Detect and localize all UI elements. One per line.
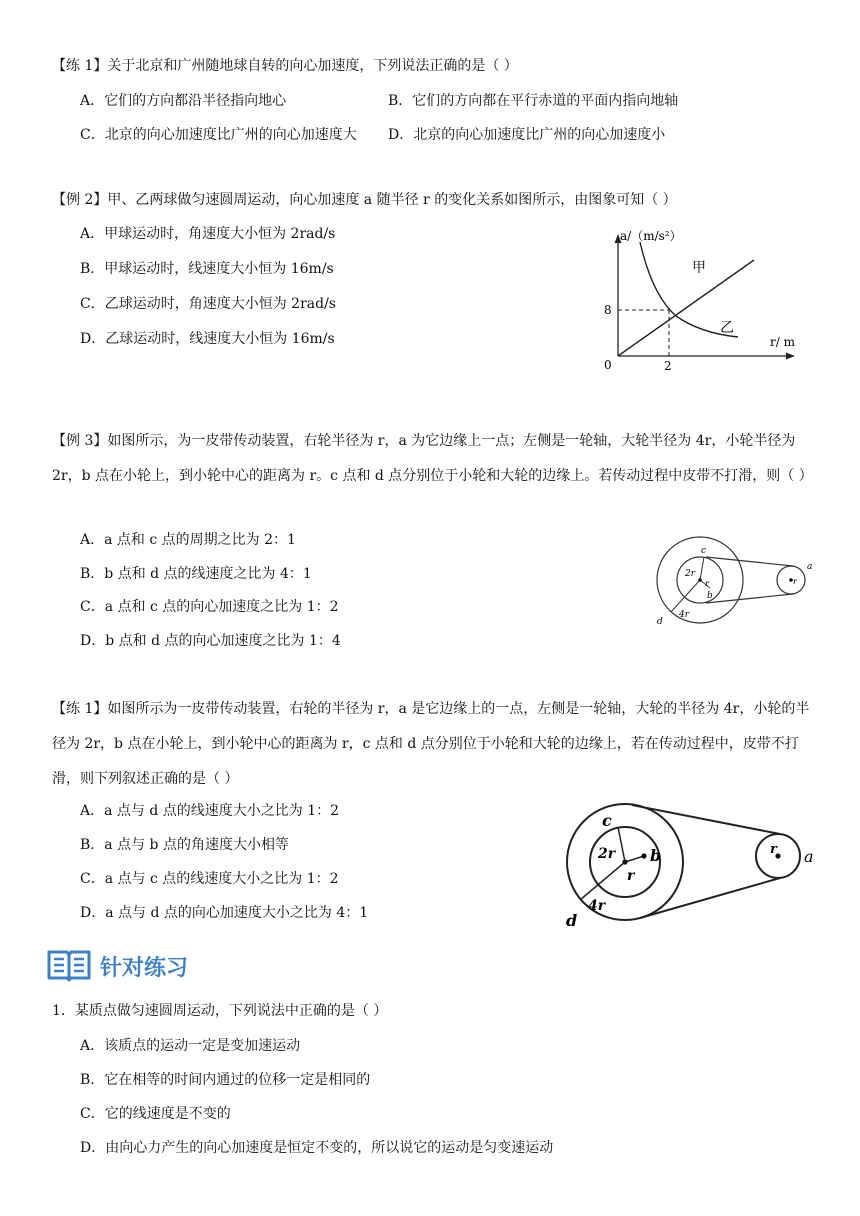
- example2-option-a: A．甲球运动时，角速度大小恒为 2rad/s: [80, 226, 336, 242]
- radius-2r: [618, 827, 625, 862]
- center-dot: [622, 859, 627, 864]
- example2-option-d: D．乙球运动时，线速度大小恒为 16m/s: [80, 331, 335, 347]
- example3-stem: 【例 3】如图所示，为一皮带传动装置，右轮半径为 r，a 为它边缘上一点；左侧是一轮轴，大轮半径为 4r，小轮半径为 2r，b 点在小轮上，到小轮中心的距离为 r。c 点和 d 点分别位于小轮和大轮的边缘上。若传动过程中皮带不打滑，则（ ）: [52, 433, 813, 484]
- y-axis-label: a/（m/s²）: [620, 229, 682, 243]
- example3-option-a: A．a 点和 c 点的周期之比为 2：1: [80, 532, 296, 548]
- radius-4r: [671, 580, 700, 612]
- x-axis-label: r/ m: [770, 335, 795, 349]
- label-d: d: [657, 617, 663, 627]
- example2-option-c: C．乙球运动时，角速度大小恒为 2rad/s: [80, 296, 336, 312]
- point-b-dot: [641, 853, 646, 858]
- example3-option-b: B．b 点和 d 点的线速度之比为 4：1: [80, 566, 312, 582]
- practice1-option-a: A．它们的方向都沿半径指向地心: [80, 93, 287, 109]
- example2-stem: 【例 2】甲、乙两球做匀速圆周运动，向心加速度 a 随半径 r 的变化关系如图所示，由图象可知（ ）: [52, 192, 677, 208]
- y-tick-label: 8: [604, 303, 612, 317]
- label-r-small: r: [627, 868, 635, 884]
- label-2r: 2r: [685, 569, 696, 579]
- acceleration-radius-graph: [598, 222, 808, 374]
- belt-pulley-figure-small: [650, 536, 820, 632]
- question1-stem: 1．某质点做匀速圆周运动，下列说法中正确的是（ ）: [52, 1003, 388, 1019]
- x-axis-arrow: [786, 353, 795, 360]
- belt-bottom: [640, 878, 780, 918]
- practice1b-option-c: C．a 点与 c 点的线速度大小之比为 1：2: [80, 871, 339, 887]
- question1-option-a: A．该质点的运动一定是变加速运动: [80, 1038, 301, 1054]
- example3-option-d: D．b 点和 d 点的向心加速度之比为 1：4: [80, 633, 341, 649]
- label-b: b: [707, 591, 713, 601]
- center-dot: [698, 578, 702, 582]
- example3-option-c: C．a 点和 c 点的向心加速度之比为 1：2: [80, 599, 339, 615]
- label-r-right: r: [793, 577, 797, 586]
- radius-4r: [580, 862, 625, 900]
- label-4r: 4r: [679, 610, 690, 620]
- label-r-right: r: [770, 842, 777, 857]
- book-icon: [46, 947, 92, 983]
- label-r-small: r: [705, 579, 709, 588]
- radius-r: [625, 856, 644, 862]
- origin-label: 0: [604, 358, 612, 372]
- question1-option-d: D．由向心力产生的向心加速度是恒定不变的，所以说它的运动是匀变速运动: [80, 1140, 554, 1156]
- belt-top: [706, 557, 793, 566]
- section-title: 针对练习: [100, 956, 189, 981]
- practice1b-option-b: B．a 点与 b 点的角速度大小相等: [80, 837, 289, 853]
- belt-top: [632, 805, 780, 834]
- line-jia: [618, 260, 754, 356]
- practice1-option-b: B．它们的方向都在平行赤道的平面内指向地轴: [388, 93, 679, 109]
- label-a: a: [804, 847, 814, 866]
- practice1-option-d: D．北京的向心加速度比广州的向心加速度小: [388, 127, 666, 143]
- belt-pulley-figure-large: [560, 800, 820, 930]
- label-b: b: [650, 846, 662, 865]
- question1-option-c: C．它的线速度是不变的: [80, 1106, 231, 1122]
- label-2r: 2r: [598, 846, 616, 862]
- label-c: c: [701, 546, 707, 556]
- label-jia: 甲: [692, 260, 706, 276]
- practice1b-option-a: A．a 点与 d 点的线速度大小之比为 1：2: [80, 803, 340, 819]
- label-yi: 乙: [720, 320, 734, 336]
- example2-option-b: B．甲球运动时，线速度大小恒为 16m/s: [80, 261, 334, 277]
- label-a: a: [807, 562, 813, 572]
- label-4r: 4r: [588, 898, 606, 914]
- x-tick-label: 2: [664, 359, 672, 373]
- practice1-option-c: C．北京的向心加速度比广州的向心加速度大: [80, 127, 357, 143]
- belt-bottom: [706, 594, 793, 603]
- label-d: d: [566, 911, 578, 930]
- radius-2r: [700, 557, 704, 580]
- practice1b-option-d: D．a 点与 d 点的向心加速度大小之比为 4：1: [80, 905, 369, 921]
- label-c: c: [602, 811, 612, 830]
- practice1b-stem: 【练 1】如图所示为一皮带传动装置，右轮的半径为 r，a 是它边缘上的一点，左侧是一轮轴，大轮的半径为 4r，小轮的半径为 2r，b 点在小轮上，到小轮中心的距离为 r，c 点和 d 点分别位于小轮和大轮的边缘上，若在传动过程中，皮带不打滑，则下列叙述正确的是（ ）: [52, 701, 810, 787]
- question1-option-b: B．它在相等的时间内通过的位移一定是相同的: [80, 1072, 371, 1088]
- practice1-stem: 【练 1】关于北京和广州随地球自转的向心加速度，下列说法正确的是（ ）: [52, 58, 518, 74]
